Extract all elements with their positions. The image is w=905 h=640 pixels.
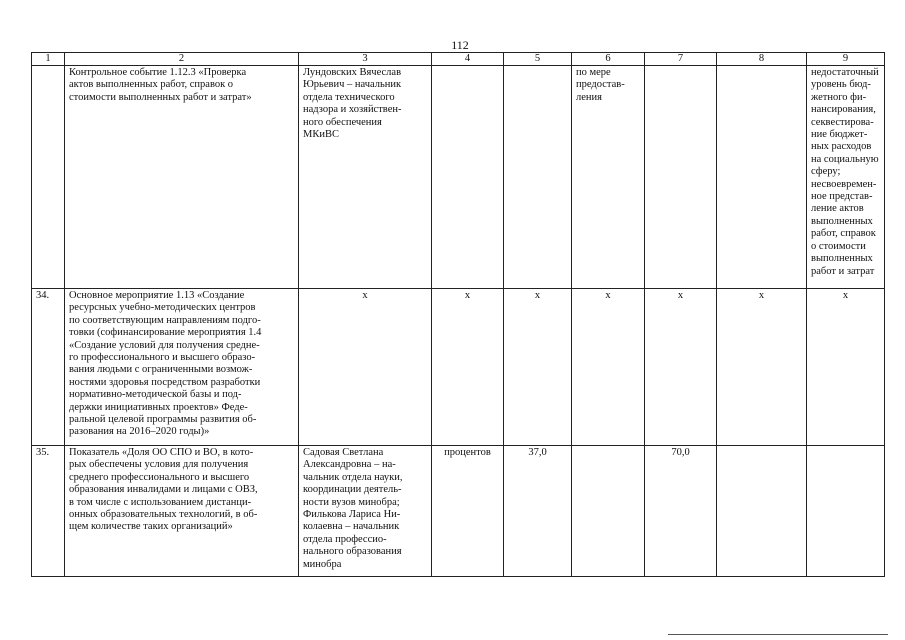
table-row [32,66,885,289]
col6-cell [572,446,645,577]
col6-cell: по мере предостав- ления [572,66,645,289]
header-cell: 1 [32,53,65,66]
risks-cell: недостаточный уровень бюд- жетного фи- нансирования, секвестирова- ние бюджет- ных расходов на социальную сферу; несвоевремен- ное представ- ление актов выполненных работ, справок о стоимости выполненных работ и затрат [807,66,885,289]
col8-cell [717,66,807,289]
col7-cell [645,66,717,289]
row-number-cell: 35. [32,446,65,577]
col5-cell: 37,0 [504,446,572,577]
unit-cell [432,66,504,289]
unit-cell: x [432,289,504,446]
header-cell: 9 [807,53,885,66]
document-table [31,52,885,577]
table-row [32,289,885,446]
unit-cell: процентов [432,446,504,577]
col5-cell: x [504,289,572,446]
header-cell: 2 [65,53,299,66]
header-cell: 4 [432,53,504,66]
event-name-cell: Показатель «Доля ОО СПО и ВО, в кото- рых обеспечены условия для получения среднего профессионального и высшего образования инвалидами и лицами с ОВЗ, в том числе с использованием дистанци- онных образовательных технологий, в об- щем количестве таких организаций» [65,446,299,577]
risks-cell: x [807,289,885,446]
event-name-cell: Контрольное событие 1.12.3 «Проверка актов выполненных работ, справок о стоимости выполненных работ и затрат» [65,66,299,289]
col6-cell: x [572,289,645,446]
col5-cell [504,66,572,289]
responsible-cell: Садовая Светлана Александровна – на- чальник отдела науки, координации деятель- ности вузов минобра; Филькова Лариса Ни- колаевна – начальник отдела профессио- нального образования минобра [299,446,432,577]
header-cell: 7 [645,53,717,66]
header-cell: 3 [299,53,432,66]
col8-cell: x [717,289,807,446]
risks-cell [807,446,885,577]
page-number: 112 [451,38,469,52]
event-name-cell: Основное мероприятие 1.13 «Создание ресурсных учебно-методических центров по соответствующим направлениям подго- товки (софинансирование мероприятия 1.4 «Создание условий для получения средне- го профессионального и высшего образо- вания людьми с ограниченными возмож- ностями здоровья посредством разработки нормативно-методической базы и под- держки инициативных проектов» Феде- ральной целевой программы развития об- разования на 2016–2020 годы)» [65,289,299,446]
col8-cell [717,446,807,577]
header-cell: 5 [504,53,572,66]
table-row [32,446,885,577]
page-edge-line [668,634,888,635]
responsible-cell: x [299,289,432,446]
row-number-cell [32,66,65,289]
responsible-cell: Лундовских Вячеслав Юрьевич – начальник отдела технического надзора и хозяйствен- ного обеспечения МКиВС [299,66,432,289]
col7-cell: x [645,289,717,446]
header-cell: 6 [572,53,645,66]
header-cell: 8 [717,53,807,66]
col7-cell: 70,0 [645,446,717,577]
row-number-cell: 34. [32,289,65,446]
table-header-row [32,53,885,66]
